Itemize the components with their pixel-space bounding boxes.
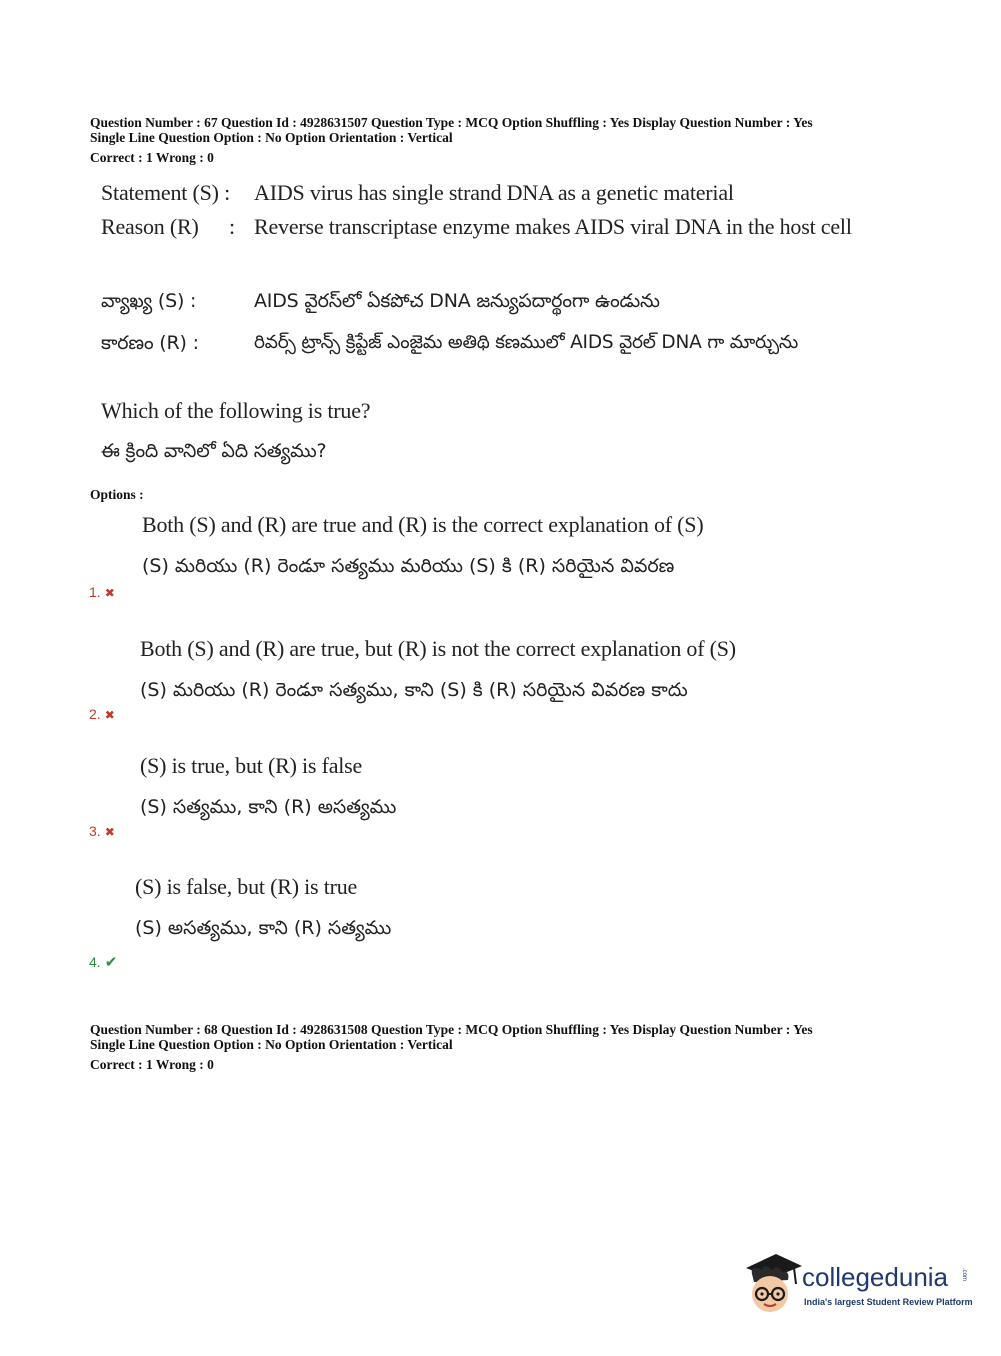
collegedunia-logo	[742, 1250, 972, 1320]
option-text-en: (S) is false, but (R) is true	[135, 874, 358, 899]
statement-label: Statement (S) :	[101, 180, 230, 205]
option-text-te: (S) సత్యము, కాని (R) అసత్యము	[140, 796, 397, 818]
logo-suffix: .com	[961, 1268, 967, 1282]
reason-colon: :	[229, 214, 235, 239]
question-text-en: Which of the following is true?	[101, 398, 371, 423]
option-number	[89, 706, 115, 722]
telugu-reason-label: కారణం (R) :	[101, 332, 199, 354]
option-number	[89, 823, 115, 839]
telugu-reason-text: రివర్స్ ట్రాన్స్ క్రిప్టేజ్ ఎంజైమ అతిథి కణములో AIDS వైరల్ DNA గా మార్చును	[254, 332, 799, 353]
mascot-icon	[742, 1250, 804, 1316]
options-label: Options :	[90, 487, 144, 502]
option-number-label: 2.	[89, 706, 101, 722]
cross-icon: ✖	[104, 708, 115, 722]
question-marks: Correct : 1 Wrong : 0	[90, 1057, 214, 1072]
option-text-en: Both (S) and (R) are true, but (R) is not the correct explanation of (S)	[140, 636, 736, 661]
telugu-statement-text: AIDS వైరస్‌లో ఏకపోచ DNA జన్యుపదార్థంగా ఉండును	[254, 290, 660, 312]
option-number-label: 4.	[89, 954, 101, 970]
question-meta-line2: Single Line Question Option : No Option Orientation : Vertical	[90, 1037, 453, 1052]
option-text-te: (S) మరియు (R) రెండూ సత్యము, కాని (S) కి (R) సరియైన వివరణ కాదు	[140, 679, 688, 701]
question-meta-line1: Question Number : 67 Question Id : 4928631507 Question Type : MCQ Option Shuffling : Yes Display Question Number : Yes	[90, 115, 813, 130]
question-marks: Correct : 1 Wrong : 0	[90, 150, 214, 165]
question-meta-line1: Question Number : 68 Question Id : 4928631508 Question Type : MCQ Option Shuffling : Yes Display Question Number : Yes	[90, 1022, 813, 1037]
cross-icon: ✖	[104, 825, 115, 839]
option-number	[89, 953, 117, 971]
option-number-label: 1.	[89, 584, 101, 600]
option-text-te: (S) అసత్యము, కాని (R) సత్యము	[135, 917, 392, 939]
question-text-te: ఈ క్రింది వానిలో ఏది సత్యము?	[101, 440, 327, 462]
logo-tagline: India's largest Student Review Platform	[804, 1297, 973, 1307]
option-text-en: (S) is true, but (R) is false	[140, 753, 363, 778]
reason-text: Reverse transcriptase enzyme makes AIDS viral DNA in the host cell	[254, 214, 852, 239]
telugu-statement-label: వ్యాఖ్య (S) :	[101, 290, 197, 312]
option-number-label: 3.	[89, 823, 101, 839]
statement-text: AIDS virus has single strand DNA as a genetic material	[254, 180, 734, 205]
option-text-en: Both (S) and (R) are true and (R) is the correct explanation of (S)	[142, 512, 704, 537]
option-text-te: (S) మరియు (R) రెండూ సత్యము మరియు (S) కి (R) సరియైన వివరణ	[142, 555, 675, 577]
reason-label: Reason (R)	[101, 214, 199, 239]
logo-wordmark: collegedunia	[802, 1262, 949, 1292]
check-icon: ✔	[104, 954, 118, 971]
question-meta-line2: Single Line Question Option : No Option Orientation : Vertical	[90, 130, 453, 145]
option-number	[89, 584, 115, 600]
cross-icon: ✖	[104, 586, 115, 600]
